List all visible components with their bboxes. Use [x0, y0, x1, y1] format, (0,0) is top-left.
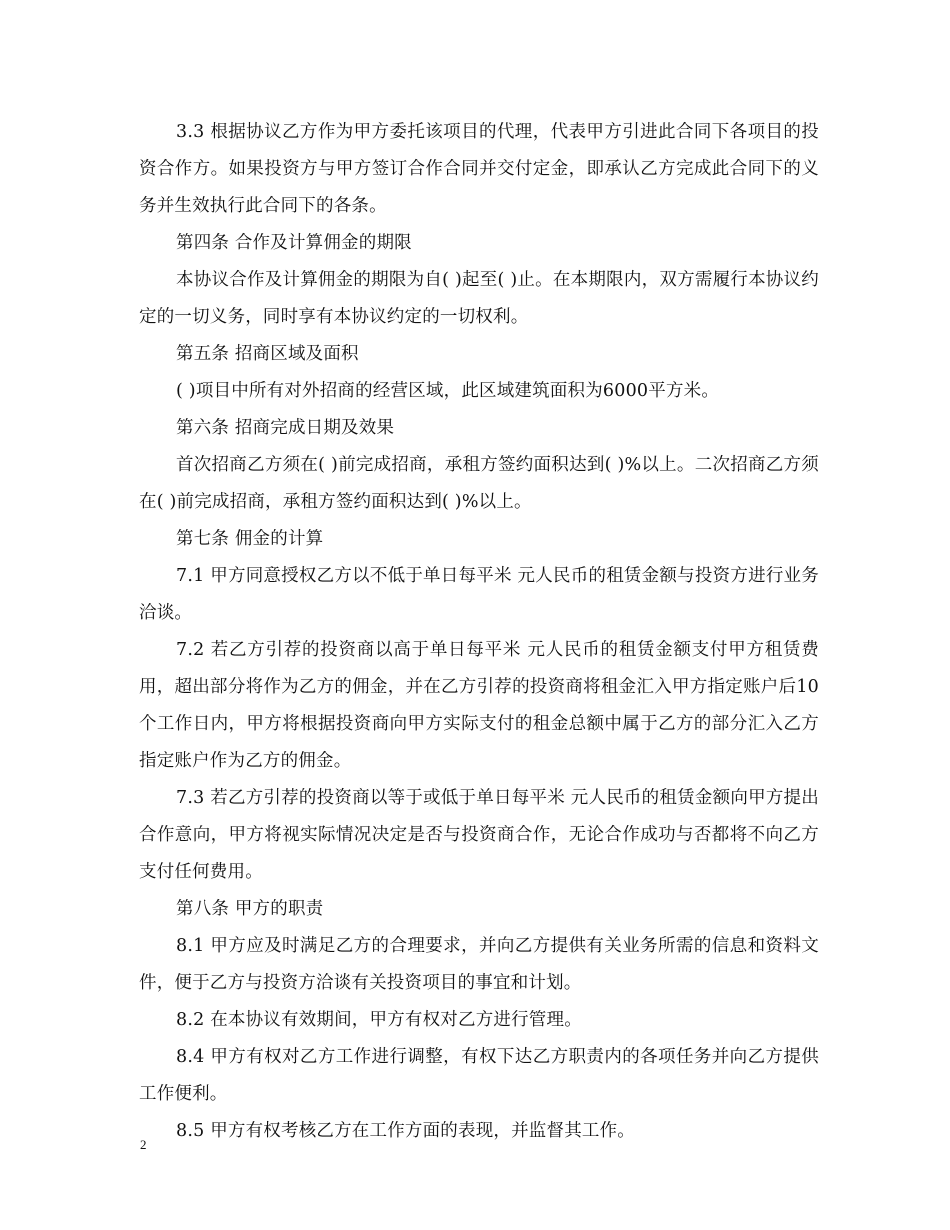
article-4-text: 本协议合作及计算佣金的期限为自( )起至( )止。在本期限内，双方需履行本协议约定的一切义务，同时享有本协议约定的一切权利。 — [139, 270, 819, 327]
clause-8-5: 8.5 甲方有权考核乙方在工作方面的表现，并监督其工作。 — [176, 1121, 635, 1141]
article-6-text: 首次招商乙方须在( )前完成招商，承租方签约面积达到( )%以上。二次招商乙方须在( )前完成招商，承租方签约面积达到( )%以上。 — [139, 455, 819, 512]
clause-8-2: 8.2 在本协议有效期间，甲方有权对乙方进行管理。 — [176, 1010, 582, 1030]
clause-3-3: 3.3 根据协议乙方作为甲方委托该项目的代理，代表甲方引进此合同下各项目的投资合作方。如果投资方与甲方签订合作合同并交付定金，即承认乙方完成此合同下的义务并生效执行此合同下的各条。 — [139, 122, 819, 216]
article-4-heading: 第四条 合作及计算佣金的期限 — [176, 233, 412, 253]
document-body — [139, 114, 819, 1150]
article-5-text: ( )项目中所有对外招商的经营区域，此区域建筑面积为6000平方米。 — [176, 381, 720, 401]
clause-8-4: 8.4 甲方有权对乙方工作进行调整，有权下达乙方职责内的各项任务并向乙方提供工作便利。 — [139, 1047, 819, 1104]
clause-8-1: 8.1 甲方应及时满足乙方的合理要求，并向乙方提供有关业务所需的信息和资料文件，便于乙方与投资方洽谈有关投资项目的事宜和计划。 — [139, 936, 819, 993]
article-5-heading: 第五条 招商区域及面积 — [176, 344, 359, 364]
clause-7-2: 7.2 若乙方引荐的投资商以高于单日每平米 元人民币的租赁金额支付甲方租赁费用，超出部分将作为乙方的佣金，并在乙方引荐的投资商将租金汇入甲方指定账户后10个工作日内，甲方将根据投资商向甲方实际支付的租金总额中属于乙方的部分汇入乙方指定账户作为乙方的佣金。 — [139, 640, 819, 771]
clause-7-3: 7.3 若乙方引荐的投资商以等于或低于单日每平米 元人民币的租赁金额向甲方提出合作意向，甲方将视实际情况决定是否与投资商合作，无论合作成功与否都将不向乙方支付任何费用。 — [139, 788, 819, 882]
page-number: 2 — [140, 1137, 147, 1152]
article-7-heading: 第七条 佣金的计算 — [176, 529, 324, 549]
article-6-heading: 第六条 招商完成日期及效果 — [176, 418, 395, 438]
clause-7-1: 7.1 甲方同意授权乙方以不低于单日每平米 元人民币的租赁金额与投资方进行业务洽谈。 — [139, 566, 819, 623]
article-8-heading: 第八条 甲方的职责 — [176, 899, 324, 919]
